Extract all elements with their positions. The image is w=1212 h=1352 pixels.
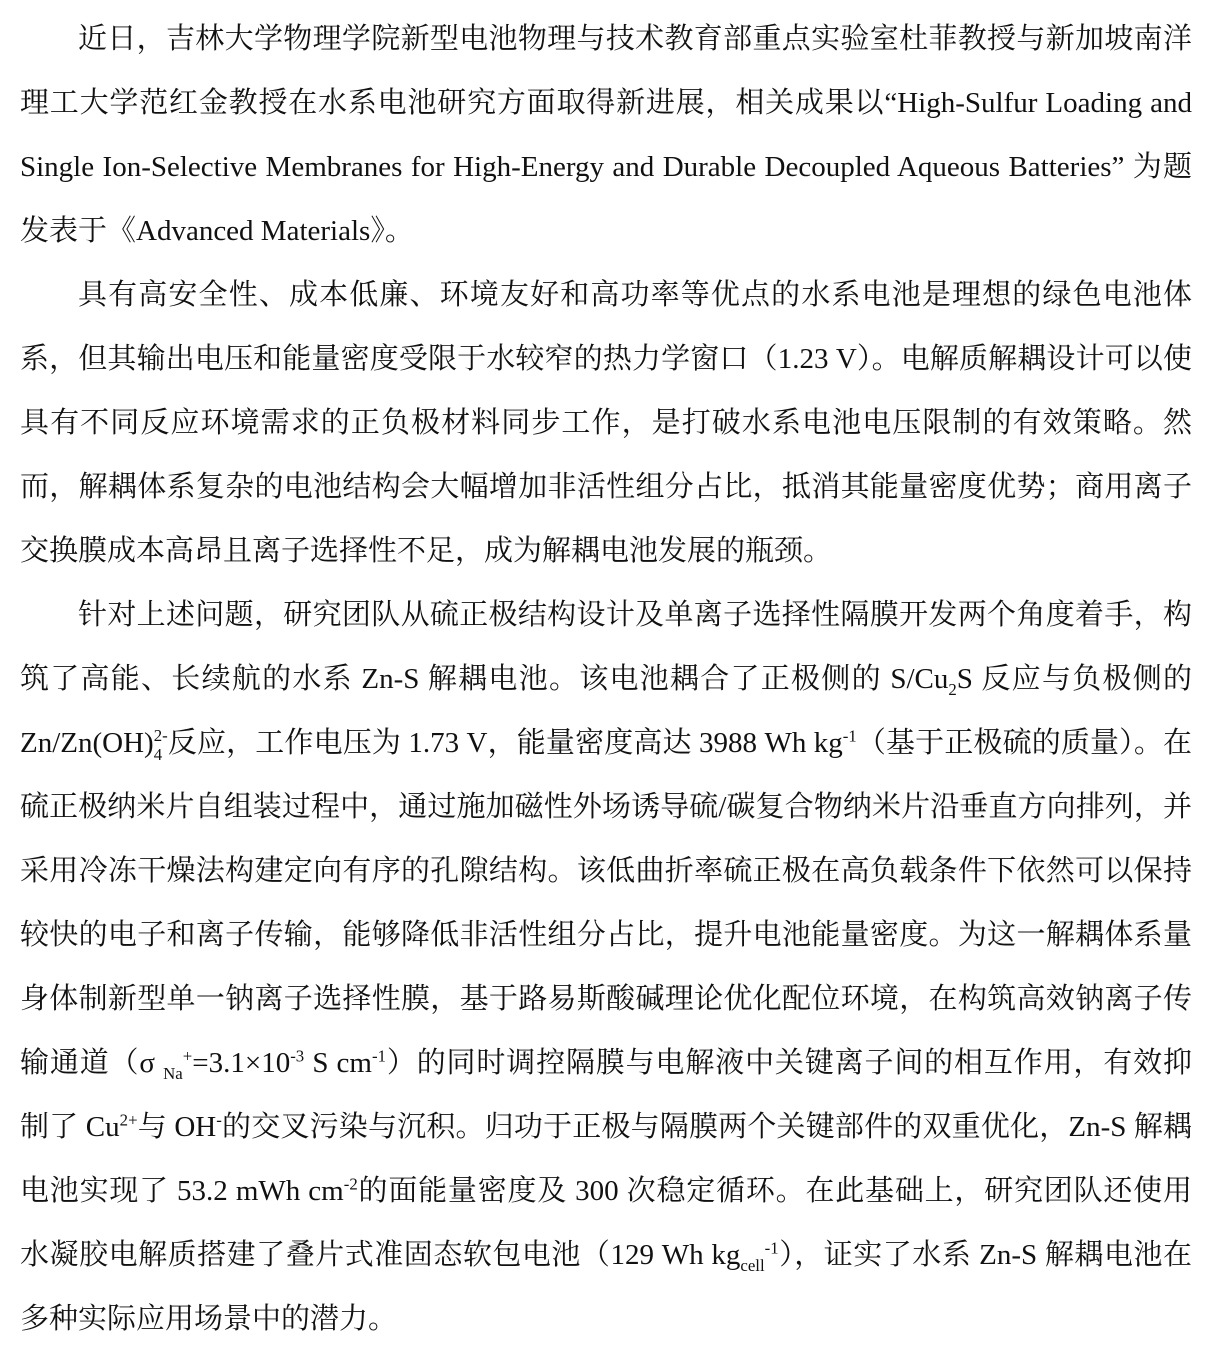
stacked-sub-sup: 2- 4 (153, 726, 168, 765)
paragraph-background: 具有高安全性、成本低廉、环境友好和高功率等优点的水系电池是理想的绿色电池体系，但其输出电压和能量密度受限于水较窄的热力学窗口（1.23 V）。电解质解耦设计可以使具有不同反应环境需求的正负极材料同步工作，是打破水系电池电压限制的有效策略。然而，解耦体系复杂的电池结构会大幅增加非活性组分占比，抵消其能量密度优势；商用离子交换膜成本高昂且离子选择性不足，成为解耦电池发展的瓶颈。 (20, 279, 1192, 567)
paragraph-news-intro: 近日，吉林大学物理学院新型电池物理与技术教育部重点实验室杜菲教授与新加坡南洋理工大学范红金教授在水系电池研究方面取得新进展，相关成果以“High-Sulfur Loading and Single Ion-Selective Membranes for High-Energy and Durable Decoupled Aqueous Batteries” 为题发表于《Advanced Materials》。 (20, 23, 1192, 247)
paragraph-research-results: 针对上述问题，研究团队从硫正极结构设计及单离子选择性隔膜开发两个角度着手，构筑了高能、长续航的水系 Zn-S 解耦电池。该电池耦合了正极侧的 $S/Cu_2S$ 反应与负极侧的 Zn/Zn(OH) 2- 4 反应，工作电压为 1.73 V，能量密度高达 3988 Wh $kg^{-1}$（基于正极硫的质量）。在硫正极纳米片自组装过程中，通过施加磁性外场诱导硫/碳复合物纳米片沿垂直方向排列，并采用冷冻干燥法构建定向有序的孔隙结构。该低曲折率硫正极在高负载条件下依然可以保持较快的电子和离子传输，能够降低非活性组分占比，提升电池能量密度。为这一解耦体系量身体制新型单一钠离子选择性膜，基于路易斯酸碱理论优化配位环境，在构筑高效钠离子传输通道（σ $_{Na}^+=3.1\times 10^{-3}$ S $cm^{-1}$）的同时调控隔膜与电解液中关键离子间的相互作用，有效抑制了 $Cu^{2+}$与 OH-的交叉污染与沉积。归功于正极与隔膜两个关键部件的双重优化，Zn-S 解耦电池实现了 53.2 mWh $cm^{-2}$的面能量密度及 300 次稳定循环。在此基础上，研究团队还使用水凝胶电解质搭建了叠片式准固态软包电池（129 Wh $kg_{cell}^{-1}$），证实了水系 Zn-S 解耦电池在多种实际应用场景中的潜力。 (20, 599, 1193, 1335)
